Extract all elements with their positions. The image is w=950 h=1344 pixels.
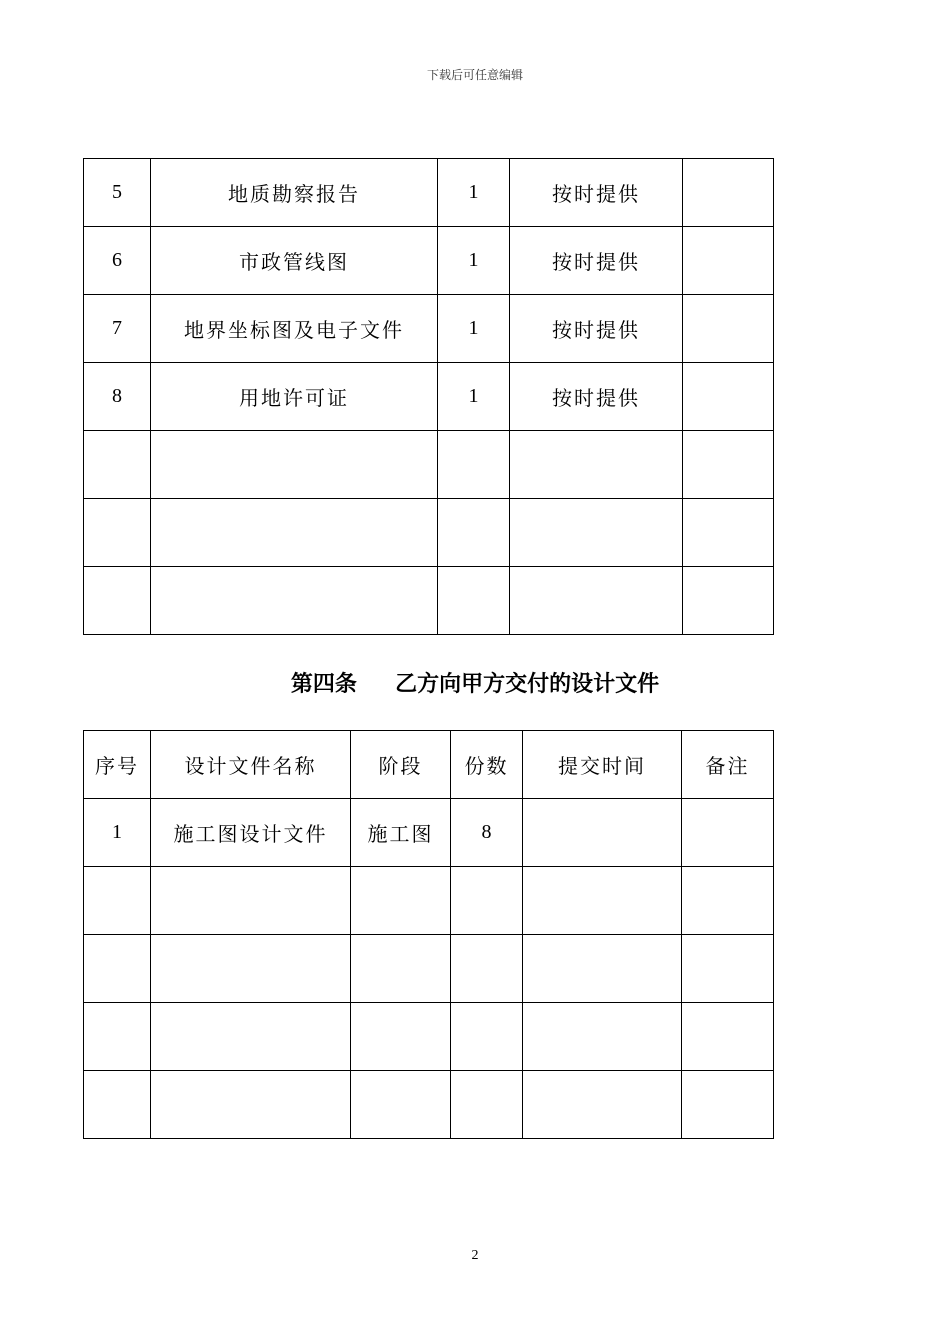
copies [438, 431, 510, 499]
table-row [84, 799, 774, 867]
table-row [84, 1003, 774, 1071]
submission-time [523, 1003, 682, 1071]
copies [438, 567, 510, 635]
submission-time [523, 867, 682, 935]
document-name [151, 867, 351, 935]
table-row [84, 499, 774, 567]
table-row [84, 159, 774, 227]
copies [451, 1071, 523, 1139]
remarks [683, 431, 774, 499]
row-number [84, 1003, 151, 1071]
row-number [84, 1071, 151, 1139]
table-row [84, 431, 774, 499]
remarks [683, 363, 774, 431]
page-number: 2 [471, 1248, 479, 1263]
document-name [151, 1071, 351, 1139]
header-cell: 序号 [84, 731, 151, 799]
copies [438, 499, 510, 567]
document-name: 地界坐标图及电子文件 [151, 295, 438, 363]
stage [351, 1071, 451, 1139]
delivery-time [510, 567, 683, 635]
table-row [84, 227, 774, 295]
document-name: 用地许可证 [151, 363, 438, 431]
document-name [151, 431, 438, 499]
row-number: 7 [84, 295, 151, 363]
delivery-time: 按时提供 [510, 363, 683, 431]
table-row [84, 935, 774, 1003]
remarks [683, 227, 774, 295]
copies: 1 [438, 295, 510, 363]
row-number: 8 [84, 363, 151, 431]
copies: 1 [438, 227, 510, 295]
document-name: 施工图设计文件 [151, 799, 351, 867]
header-cell: 备注 [682, 731, 774, 799]
document-name [151, 935, 351, 1003]
remarks [683, 567, 774, 635]
delivery-time: 按时提供 [510, 159, 683, 227]
document-name [151, 499, 438, 567]
remarks [682, 1071, 774, 1139]
table-row [84, 295, 774, 363]
row-number [84, 499, 151, 567]
stage [351, 867, 451, 935]
remarks [682, 935, 774, 1003]
delivery-time [510, 499, 683, 567]
materials-table [83, 158, 774, 635]
stage [351, 935, 451, 1003]
header-note: 下载后可任意编辑 [426, 68, 523, 82]
delivery-time: 按时提供 [510, 295, 683, 363]
delivery-time: 按时提供 [510, 227, 683, 295]
remarks [682, 799, 774, 867]
copies [451, 935, 523, 1003]
remarks [683, 295, 774, 363]
stage [351, 1003, 451, 1071]
header-cell: 设计文件名称 [151, 731, 351, 799]
row-number: 1 [84, 799, 151, 867]
row-number [84, 867, 151, 935]
table-row [84, 363, 774, 431]
section-heading: 第四条 乙方向甲方交付的设计文件 [290, 672, 660, 697]
deliverables-table [83, 730, 774, 1139]
header-cell: 阶段 [351, 731, 451, 799]
document-name: 市政管线图 [151, 227, 438, 295]
row-number [84, 935, 151, 1003]
row-number: 6 [84, 227, 151, 295]
copies: 1 [438, 159, 510, 227]
submission-time [523, 799, 682, 867]
header-cell: 提交时间 [523, 731, 682, 799]
row-number [84, 431, 151, 499]
remarks [682, 1003, 774, 1071]
copies: 1 [438, 363, 510, 431]
copies: 8 [451, 799, 523, 867]
submission-time [523, 1071, 682, 1139]
table-row [84, 567, 774, 635]
table-header-row [84, 731, 774, 799]
document-name: 地质勘察报告 [151, 159, 438, 227]
copies [451, 867, 523, 935]
table-row [84, 1071, 774, 1139]
remarks [683, 499, 774, 567]
row-number [84, 567, 151, 635]
remarks [682, 867, 774, 935]
delivery-time [510, 431, 683, 499]
copies [451, 1003, 523, 1071]
document-name [151, 567, 438, 635]
submission-time [523, 935, 682, 1003]
document-name [151, 1003, 351, 1071]
header-cell: 份数 [451, 731, 523, 799]
table-row [84, 867, 774, 935]
stage: 施工图 [351, 799, 451, 867]
remarks [683, 159, 774, 227]
row-number: 5 [84, 159, 151, 227]
